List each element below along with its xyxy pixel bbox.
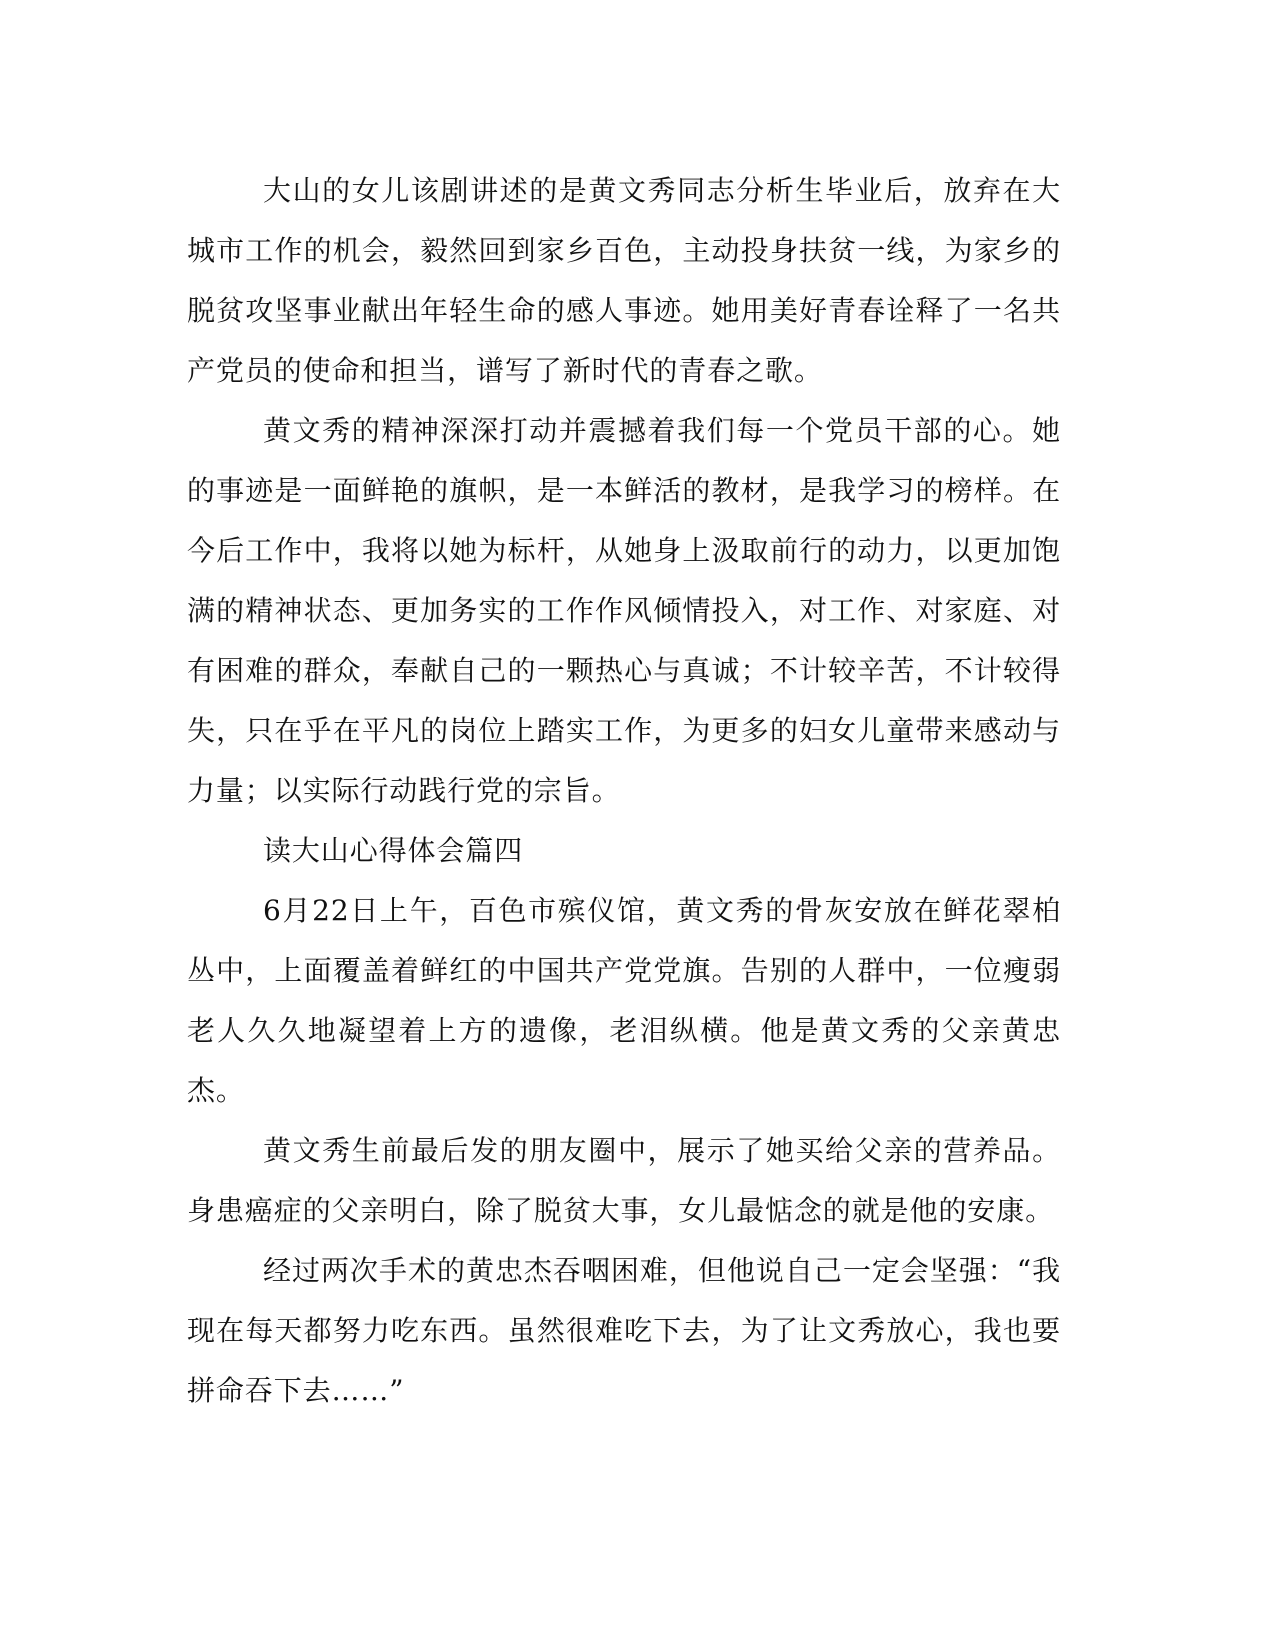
paragraph-intro: 大山的女儿该剧讲述的是黄文秀同志分析生毕业后，放弃在大城市工作的机会，毅然回到家乡百色，主动投身扶贫一线，为家乡的脱贫攻坚事业献出年轻生命的感人事迹。她用美好青春诠释了一名共产党员的使命和担当，谱写了新时代的青春之歌。 (187, 174, 1061, 387)
document-body (187, 161, 1061, 1421)
paragraph-memorial: 6月22日上午，百色市殡仪馆，黄文秀的骨灰安放在鲜花翠柏丛中，上面覆盖着鲜红的中国共产党党旗。告别的人群中，一位瘦弱老人久久地凝望着上方的遗像，老泪纵横。他是黄文秀的父亲黄忠杰。 (187, 894, 1061, 1107)
paragraph-reflection: 黄文秀的精神深深打动并震撼着我们每一个党员干部的心。她的事迹是一面鲜艳的旗帜，是一本鲜活的教材，是我学习的榜样。在今后工作中，我将以她为标杆，从她身上汲取前行的动力，以更加饱满的精神状态、更加务实的工作作风倾情投入，对工作、对家庭、对有困难的群众，奉献自己的一颗热心与真诚；不计较辛苦，不计较得失，只在乎在平凡的岗位上踏实工作，为更多的妇女儿童带来感动与力量；以实际行动践行党的宗旨。 (187, 414, 1061, 807)
paragraph-last-post: 黄文秀生前最后发的朋友圈中，展示了她买给父亲的营养品。身患癌症的父亲明白，除了脱贫大事，女儿最惦念的就是他的安康。 (187, 1134, 1061, 1227)
section-heading: 读大山心得体会篇四 (263, 834, 524, 867)
paragraph-father-quote: 经过两次手术的黄忠杰吞咽困难，但他说自己一定会坚强：“我现在每天都努力吃东西。虽然很难吃下去，为了让文秀放心，我也要拼命吞下去……” (187, 1254, 1061, 1407)
